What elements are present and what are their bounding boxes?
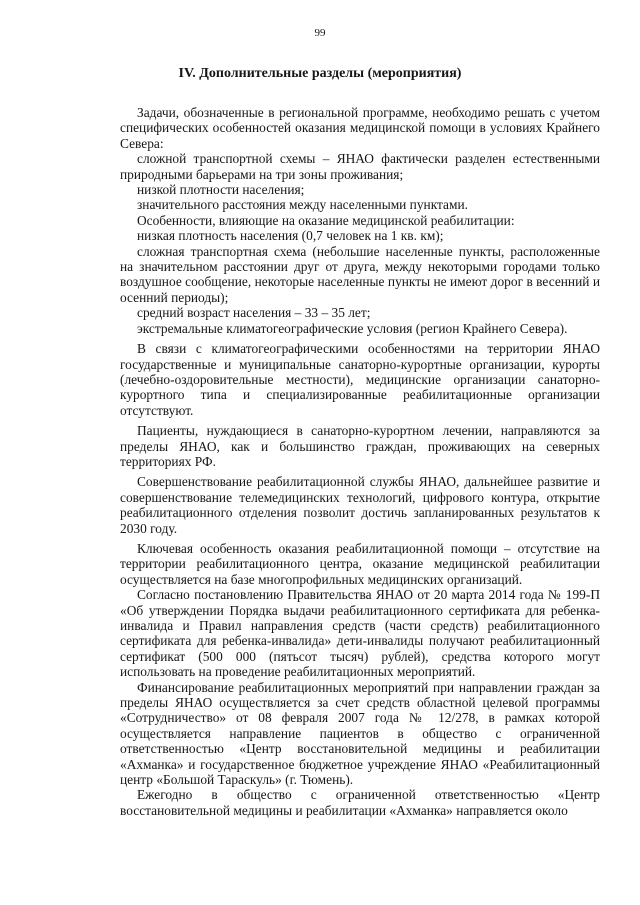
paragraph-no-sanatoria: В связи с климатогеографическими особенностями на территории ЯНАО государственные и муниципальные санаторно-курортные организации, курорты (лечебно-оздоровительные местности), медицинские организации санаторно-курортного типа и специализированные реабилитационные организации отсутствуют. [120,341,600,418]
list-item-low-density: низкой плотности населения; [137,182,305,198]
paragraph-service-improvement: Совершенствование реабилитационной службы ЯНАО, дальнейшее развитие и совершенствование телемедицинских технологий, цифрового контура, открытие реабилитационного отделения позволит достичь запланированных результатов к 2030 году. [120,474,600,536]
list-item-average-age: средний возраст населения – 33 – 35 лет; [137,305,371,321]
paragraph-key-feature: Ключевая особенность оказания реабилитационной помощи – отсутствие на территории реабилитационного центра, оказание медицинской реабилитации осуществляется на базе многопрофильных медицинских организаций. [120,540,600,587]
paragraph-tasks-intro: Задачи, обозначенные в региональной программе, необходимо решать с учетом специфических особенностей оказания медицинской помощи в условиях Крайнего Севера: [120,105,600,151]
paragraph-financing: Финансирование реабилитационных мероприятий при направлении граждан за пределы ЯНАО осуществляется за счет средств областной целевой программы «Сотрудничество» от 08 февраля 2007 года № 12/278, в рамках которой осуществляется направление пациентов в общество с ограниченной ответственностью «Центр восстановительной медицины и реабилитации «Ахманка» и государственное бюджетное учреждение ЯНАО «Реабилитационный центр «Большой Тараскуль» (г. Тюмень). [120,679,600,788]
paragraph-features-intro: Особенности, влияющие на оказание медицинской реабилитации: [137,212,515,228]
paragraph-patients-referral: Пациенты, нуждающиеся в санаторно-курортном лечении, направляются за пределы ЯНАО, как и большинство граждан, проживающих на северных территориях РФ. [120,423,600,469]
list-item-transport: сложная транспортная схема (небольшие населенные пункты, расположенные на значительном расстоянии друг от друга, между некоторыми городами только воздушное сообщение, некоторые населенные пункты не имеют дорог в весенний и осенний периоды); [120,243,600,305]
list-item-climate: экстремальные климатогеографические условия (регион Крайнего Севера). [137,320,568,336]
page-number: 99 [314,27,326,39]
list-item-distance: значительного расстояния между населенными пунктами. [137,197,468,213]
paragraph-transport-scheme: сложной транспортной схемы – ЯНАО фактически разделен естественными природными барьерами на три зоны проживания; [120,151,600,182]
paragraph-certificate: Согласно постановлению Правительства ЯНАО от 20 марта 2014 года № 199-П «Об утверждении Порядка выдачи реабилитационного сертификата для ребенка-инвалида и Правил направления средств (части средств) реабилитационного сертификата для ребенка-инвалида» дети-инвалиды получают реабилитационный сертификат (500 000 (пятьсот тысяч) рублей), средства которого могут использовать на проведение реабилитационных мероприятий. [120,587,600,680]
list-item-population-density: низкая плотность населения (0,7 человек на 1 кв. км); [137,228,444,244]
section-heading: IV. Дополнительные разделы (мероприятия) [178,66,462,81]
paragraph-annual-referral: Ежегодно в общество с ограниченной ответственностью «Центр восстановительной медицины и реабилитации «Ахманка» направляется около [120,787,600,818]
document-body [120,105,600,818]
